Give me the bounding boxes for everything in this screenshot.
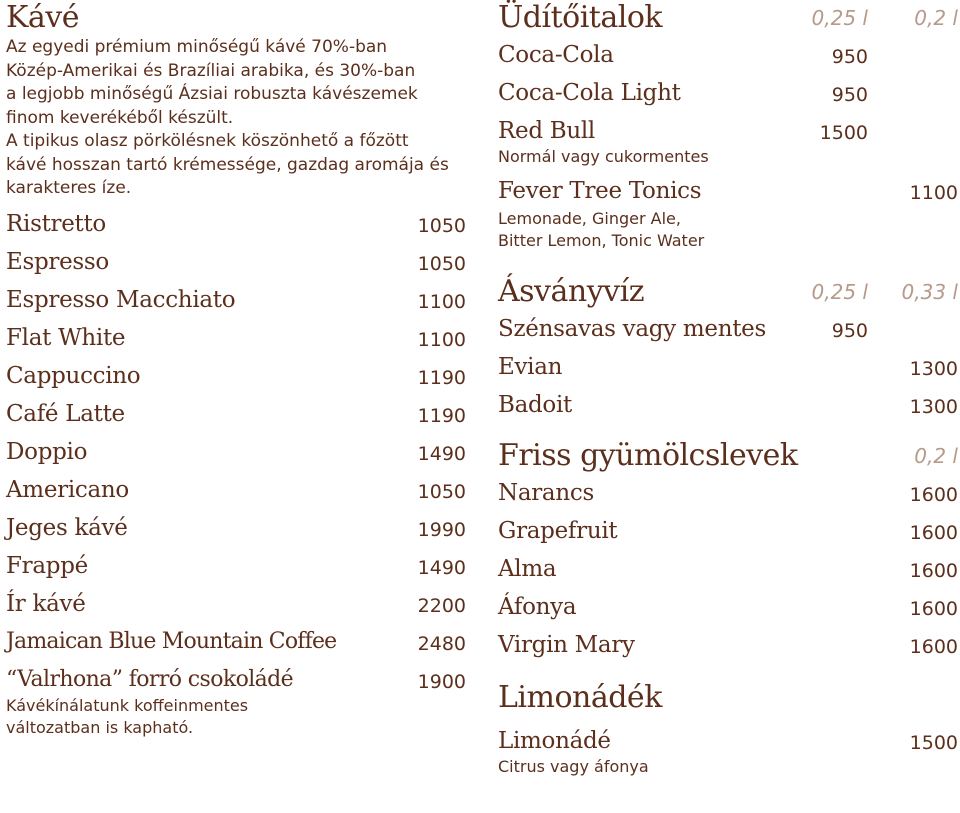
item-price: 1600 — [909, 598, 958, 620]
item-name: Evian — [498, 354, 563, 380]
soft-drinks-title: Üdítőitalok — [498, 0, 663, 35]
menu-item-afonya — [498, 590, 958, 628]
item-subtitle: Bitter Lemon, Tonic Water — [498, 231, 705, 250]
item-name: “Valrhona” forró csokoládé — [6, 666, 294, 692]
item-price: 1600 — [909, 636, 958, 658]
volume-label: 0,25 l — [811, 6, 868, 30]
item-subtitle: Normál vagy cukormentes — [498, 147, 709, 166]
soft-drinks-header — [498, 0, 958, 38]
coffee-list — [6, 207, 466, 701]
item-name: Coca-Cola — [498, 42, 614, 68]
menu-item-fever-tree — [498, 178, 958, 208]
item-price: 1050 — [417, 480, 466, 503]
coffee-column — [6, 0, 466, 739]
item-price: 1300 — [909, 396, 958, 418]
item-name: Jamaican Blue Mountain Coffee — [6, 628, 337, 654]
coffee-desc-line: Közép-Amerikai és Brazíliai arabika, és 30%-ban — [6, 60, 416, 81]
item-name: Narancs — [498, 480, 594, 506]
coffee-footnote — [6, 695, 466, 739]
juices-title: Friss gyümölcslevek — [498, 438, 798, 473]
item-name: Red Bull — [498, 118, 595, 144]
item-price: 1050 — [417, 252, 466, 275]
menu-item-ir-kave — [6, 587, 466, 625]
menu-item-badoit — [498, 388, 958, 426]
item-name: Ír kávé — [6, 590, 86, 617]
coffee-desc-line: karakteres íze. — [6, 178, 132, 198]
menu-item-coca-cola-light — [498, 76, 958, 114]
menu-item-evian — [498, 350, 958, 388]
item-name: Espresso — [6, 248, 109, 275]
item-name: Doppio — [6, 438, 88, 465]
menu-item-coca-cola — [498, 38, 958, 76]
item-price: 1600 — [909, 560, 958, 582]
item-price: 1500 — [909, 732, 958, 754]
menu-item-frappe — [6, 549, 466, 587]
volume-label: 0,25 l — [811, 280, 868, 304]
item-price: 1300 — [909, 358, 958, 380]
coffee-desc-line: A tipikus olasz pörkölésnek köszönhető a főzött — [6, 131, 409, 151]
item-price: 1600 — [909, 484, 958, 506]
item-name: Grapefruit — [498, 518, 618, 544]
footnote-line: változatban is kapható. — [6, 717, 194, 737]
menu-item-jeges-kave — [6, 511, 466, 549]
coffee-desc-line: finom keverékéből készült. — [6, 107, 234, 128]
item-subtitle: Citrus vagy áfonya — [498, 757, 649, 776]
item-name: Limonádé — [498, 728, 611, 754]
menu-item-cappuccino — [6, 359, 466, 397]
item-name: Frappé — [6, 552, 88, 579]
volume-label: 0,2 l — [914, 444, 958, 468]
item-price: 950 — [831, 46, 868, 68]
item-name: Americano — [6, 476, 129, 503]
item-price: 1190 — [417, 404, 466, 427]
menu-item-szensavas — [498, 312, 958, 350]
item-price: 1900 — [417, 670, 466, 693]
item-name: Coca-Cola Light — [498, 80, 681, 106]
item-name: Flat White — [6, 324, 126, 351]
item-price: 1490 — [417, 556, 466, 579]
item-name: Virgin Mary — [498, 632, 635, 658]
menu-item-jamaican-blue-mountain — [6, 625, 466, 663]
menu-item-grapefruit — [498, 514, 958, 552]
menu-item-cafe-latte — [6, 397, 466, 435]
item-price: 2200 — [417, 594, 466, 617]
item-price: 1100 — [417, 290, 466, 313]
coffee-desc-line: a legjobb minőségű Ázsiai robuszta kávészemek — [6, 84, 418, 104]
item-name: Cappuccino — [6, 362, 141, 389]
coffee-desc-line: Az egyedi prémium minőségű kávé 70%-ban — [6, 37, 388, 57]
mineral-water-header — [498, 272, 958, 312]
lemonades-title: Limonádék — [498, 680, 662, 715]
item-name: Áfonya — [498, 594, 577, 620]
menu-item-ristretto — [6, 207, 466, 245]
item-price: 1100 — [417, 328, 466, 351]
lemonades-header — [498, 678, 958, 718]
item-name: Alma — [498, 556, 557, 582]
juices-header — [498, 436, 958, 476]
item-price: 1190 — [417, 366, 466, 389]
menu-item-espresso-macchiato — [6, 283, 466, 321]
menu-item-valrhona — [6, 663, 466, 701]
menu-item-narancs — [498, 476, 958, 514]
item-price: 1100 — [909, 182, 958, 204]
menu-item-alma — [498, 552, 958, 590]
menu-item-espresso — [6, 245, 466, 283]
coffee-desc-line: kávé hosszan tartó krémessége, gazdag aromája és — [6, 154, 449, 175]
item-price: 2480 — [417, 632, 466, 655]
menu-item-limonade — [498, 724, 958, 756]
item-name: Fever Tree Tonics — [498, 178, 702, 204]
item-price: 950 — [831, 84, 868, 106]
menu-item-doppio — [6, 435, 466, 473]
item-name: Espresso Macchiato — [6, 286, 236, 313]
menu-item-americano — [6, 473, 466, 511]
item-name: Café Latte — [6, 400, 125, 427]
item-name: Ristretto — [6, 210, 106, 237]
coffee-section-title: Kávé — [6, 0, 79, 35]
menu-item-virgin-mary — [498, 628, 958, 666]
item-price: 1600 — [909, 522, 958, 544]
item-price: 1490 — [417, 442, 466, 465]
item-price: 950 — [831, 320, 868, 342]
volume-label: 0,33 l — [901, 280, 958, 304]
menu-item-flat-white — [6, 321, 466, 359]
drinks-column — [498, 0, 958, 778]
item-name: Jeges kávé — [6, 514, 128, 541]
item-name: Badoit — [498, 392, 572, 418]
item-subtitle: Lemonade, Ginger Ale, — [498, 209, 681, 228]
item-price: 1500 — [819, 122, 868, 144]
mineral-water-title: Ásványvíz — [498, 274, 645, 309]
footnote-line: Kávékínálatunk koffeinmentes — [6, 695, 249, 715]
item-price: 1050 — [417, 214, 466, 237]
item-price: 1990 — [417, 518, 466, 541]
coffee-description — [6, 36, 466, 201]
menu-item-red-bull — [498, 114, 958, 146]
volume-label: 0,2 l — [914, 6, 958, 30]
item-name: Szénsavas vagy mentes — [498, 316, 766, 342]
